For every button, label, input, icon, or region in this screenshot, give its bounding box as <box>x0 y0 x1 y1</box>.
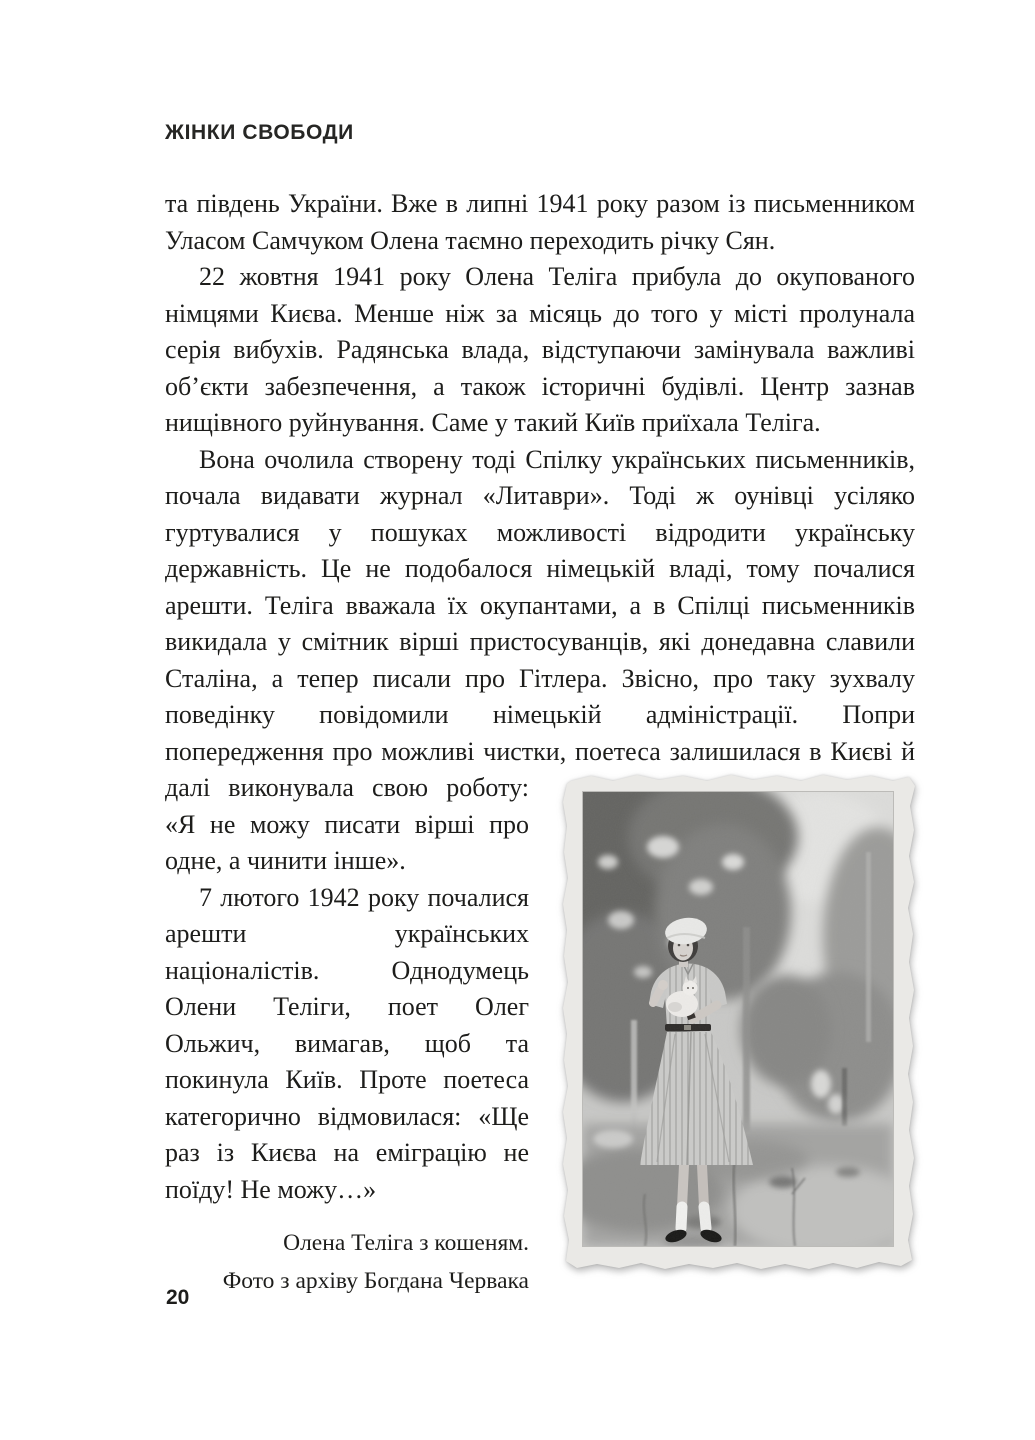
paragraph: 7 лютого 1942 року почалися арешти українських націоналістів. Однодумець Олени Теліги, поет Олег Ольжич, вимагав, щоб та покинула Київ. Проте поетеса категорично відмовилася: «Ще раз із Києва на еміграцію не поїду! Не можу…» <box>165 882 529 1204</box>
photo-paper-border <box>583 792 893 1246</box>
paragraph: та південь України. Вже в липні 1941 року разом із письменником Уласом Самчуком Олена таємно переходить річку Сян. <box>165 189 915 255</box>
article-text <box>165 186 915 1300</box>
olena-teliha-photo <box>583 792 893 1246</box>
photo-shadow <box>529 772 915 1271</box>
photo-caption-line: Олена Теліга з кошеням. <box>283 1230 529 1256</box>
photo-caption-line: Фото з архіву Богдана Червака <box>222 1268 529 1294</box>
page-number: 20 <box>166 1286 190 1309</box>
paragraph: Вона очолила створену тоді Спілку українських письменників, почала видавати журнал «Литаври». Тоді ж оунівці усіляко гуртувалися у пошуках можливості відродити українську державність. Це не подобалося німецькій владі, тому почалися арешти. Теліга вважала їх окупантами, а в Спілці письменників викидала у смітник вірші пристосуванців, які донедавна славили Сталіна, а тепер писали про Гітлера. Звісно, про таку зухвалу поведінку повідомили німецькій адміністрації. Попри попередження про можливі чистки, поетеса залишилася в Києві й далі виконувала свою роботу: «Я не можу писати вірші про одне, а чинити інше». <box>165 444 915 875</box>
photo-frame <box>561 772 915 1271</box>
photo-float <box>529 772 915 1271</box>
paragraph: 22 жовтня 1941 року Олена Теліга прибула до окупованого німцями Києва. Менше ніж за місяць до того у місті пролунала серія вибухів. Радянська влада, відступаючи замінувала важливі об’єкти забезпечення, а також історичні будівлі. Центр зазнав нищівного руйнування. Саме у такий Київ приїхала Теліга. <box>165 262 915 437</box>
running-header: ЖІНКИ СВОБОДИ <box>165 121 354 144</box>
